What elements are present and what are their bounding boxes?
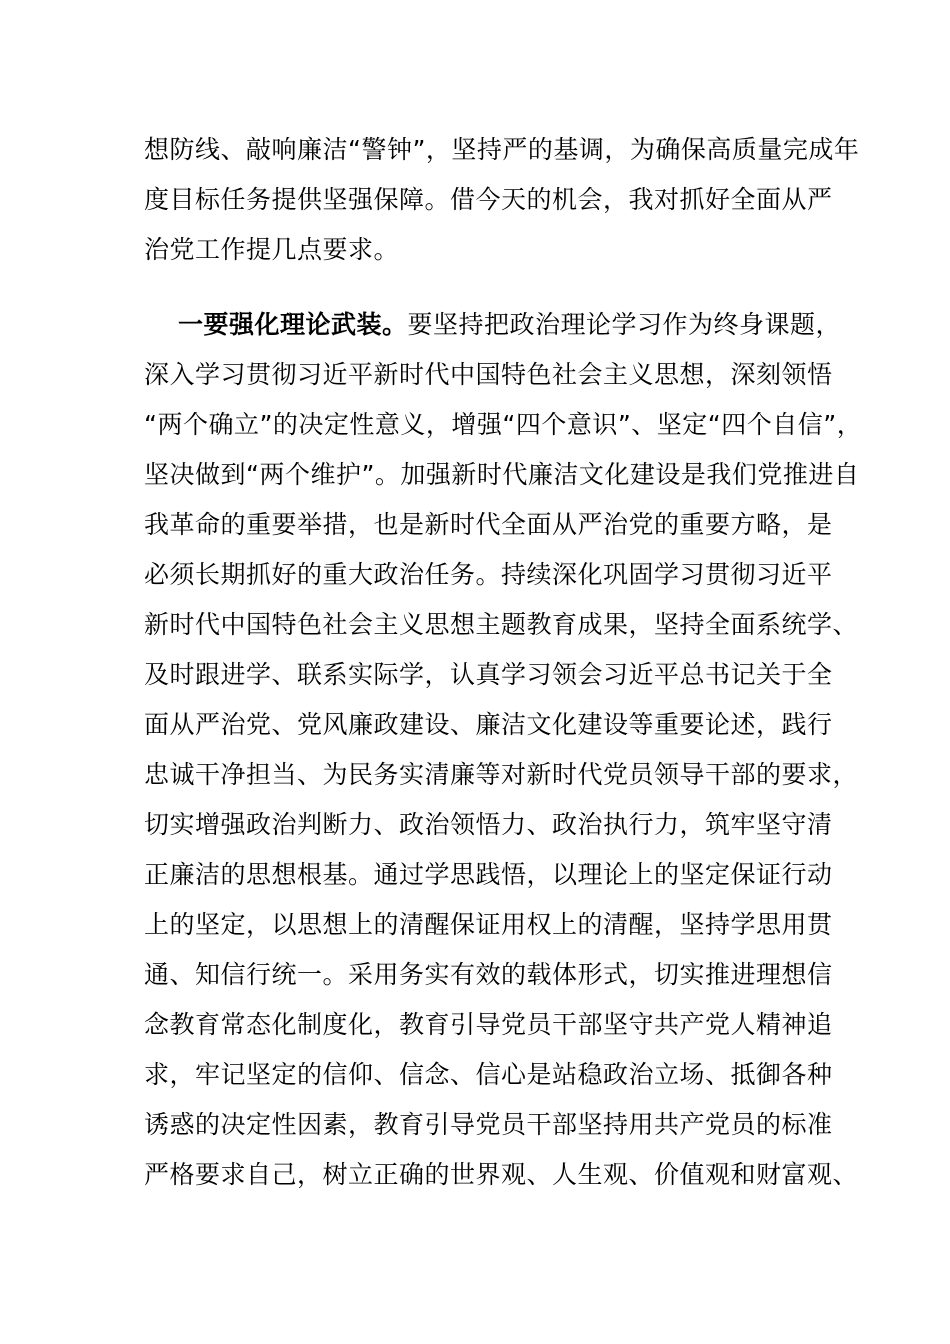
paragraph-1 — [144, 125, 860, 275]
paragraph-2-line: 求，牢记坚定的信仰、信念、信心是站稳政治立场、抵御各种 — [144, 1060, 833, 1089]
paragraph-2-line: “两个确立”的决定性意义，增强“四个意识”、坚定“四个自信”， — [144, 410, 863, 439]
paragraph-2-line: 面从严治党、党风廉政建设、廉洁文化建设等重要论述，践行 — [144, 710, 833, 739]
paragraph-2-line: 切实增强政治判断力、政治领悟力、政治执行力，筑牢坚守清 — [144, 810, 833, 839]
paragraph-2-line: 坚决做到“两个维护”。加强新时代廉洁文化建设是我们党推进自 — [144, 460, 860, 489]
paragraph-2-line: 新时代中国特色社会主义思想主题教育成果，坚持全面系统学、 — [144, 610, 859, 639]
paragraph-2-line: 通、知信行统一。采用务实有效的载体形式，切实推进理想信 — [144, 960, 833, 989]
paragraph-2 — [144, 300, 863, 1200]
paragraph-2-line: 深入学习贯彻习近平新时代中国特色社会主义思想，深刻领悟 — [144, 360, 833, 389]
paragraph-2-line: 严格要求自己，树立正确的世界观、人生观、价值观和财富观、 — [144, 1160, 859, 1189]
paragraph-2-line: 上的坚定，以思想上的清醒保证用权上的清醒，坚持学思用贯 — [144, 910, 833, 939]
paragraph-2-first-line — [144, 300, 842, 350]
paragraph-2-first-line-text: 要坚持把政治理论学习作为终身课题， — [407, 310, 842, 339]
paragraph-2-line: 诱惑的决定性因素，教育引导党员干部坚持用共产党员的标准 — [144, 1110, 833, 1139]
paragraph-2-line: 念教育常态化制度化，教育引导党员干部坚守共产党人精神追 — [144, 1010, 833, 1039]
paragraph-2-line: 忠诚干净担当、为民务实清廉等对新时代党员领导干部的要求， — [144, 760, 859, 789]
paragraph-1-line: 想防线、敲响廉洁“警钟”，坚持严的基调，为确保高质量完成年 — [144, 135, 860, 164]
paragraph-2-line: 必须长期抓好的重大政治任务。持续深化巩固学习贯彻习近平 — [144, 560, 833, 589]
paragraph-2-line: 正廉洁的思想根基。通过学思践悟，以理论上的坚定保证行动 — [144, 860, 833, 889]
paragraph-1-line: 治党工作提几点要求。 — [144, 235, 400, 264]
paragraph-2-line: 及时跟进学、联系实际学，认真学习领会习近平总书记关于全 — [144, 660, 833, 689]
paragraph-1-line: 度目标任务提供坚强保障。借今天的机会，我对抓好全面从严 — [144, 185, 833, 214]
paragraph-2-line: 我革命的重要举措，也是新时代全面从严治党的重要方略，是 — [144, 510, 833, 539]
section-heading: 一要强化理论武装。 — [178, 310, 408, 339]
